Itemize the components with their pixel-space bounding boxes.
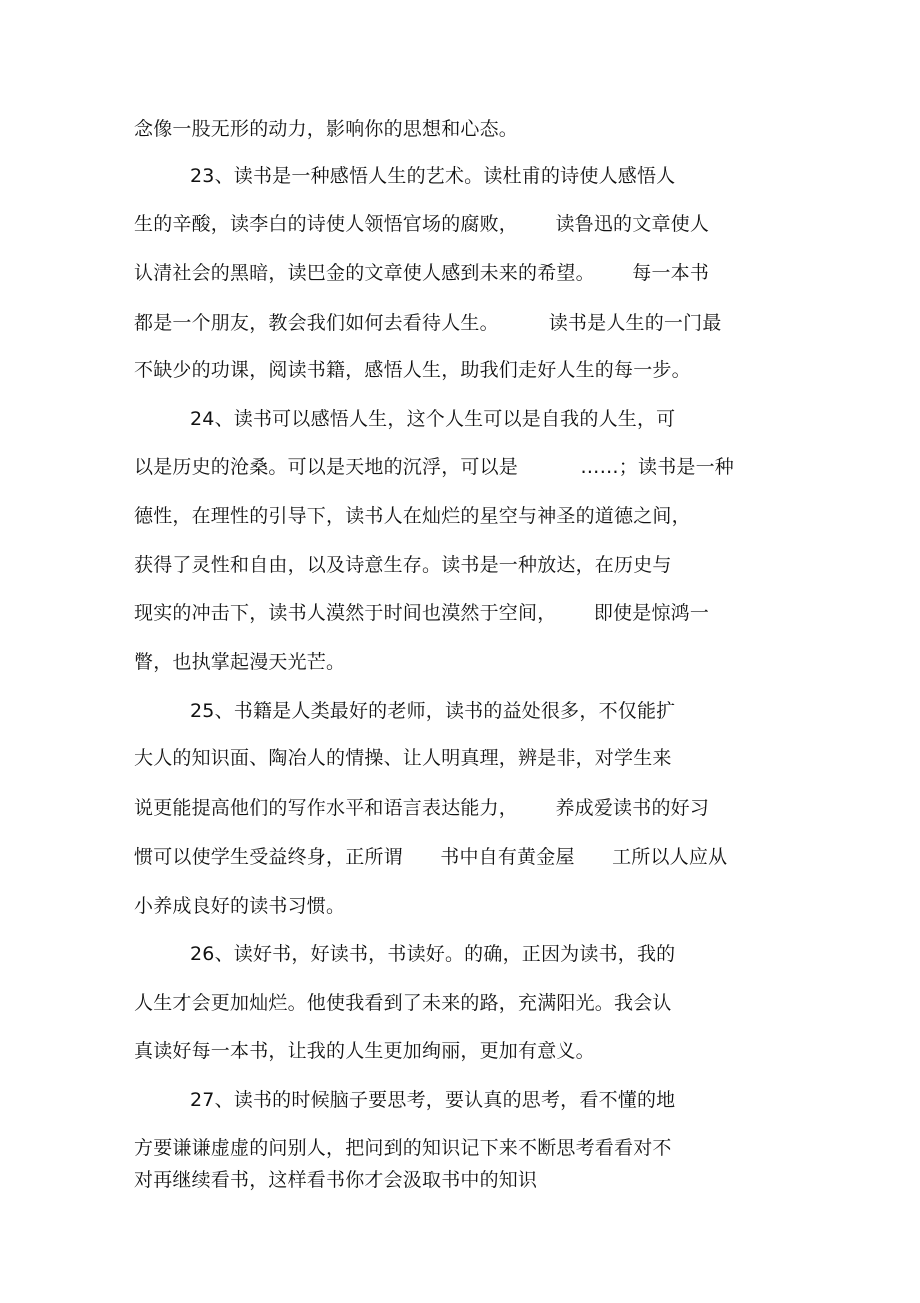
text-line: 瞥，也执掌起漫天光芒。 [134,651,346,673]
text-line: 不缺少的功课，阅读书籍，感悟人生，助我们走好人生的每一步。 [134,359,691,381]
paragraph-23-start: 23、读书是一种感悟人生的艺术。读杜甫的诗使人感悟人 [190,165,676,187]
text-line: 念像一股无形的动力，影响你的思想和心态。 [134,118,519,140]
text-line: 说更能提高他们的写作水平和语言表达能力， 养成爱读书的好习 [134,797,710,819]
paragraph-27-start: 27、读书的时候脑子要思考，要认真的思考，看不懂的地 [190,1089,676,1111]
text-line: 大人的知识面、陶冶人的情操、让人明真理，辨是非，对学生来 [134,747,672,769]
text-line: 真读好每一本书，让我的人生更加绚丽，更加有意义。 [134,1040,595,1062]
text-line: 德性，在理性的引导下，读书人在灿烂的星空与神圣的道德之间， [134,505,691,527]
text-line: 现实的冲击下，读书人漠然于时间也漠然于空间， 即使是惊鸿一 [134,602,710,624]
text-line: 生的辛酸，读李白的诗使人领悟官场的腐败， 读鲁迅的文章使人 [134,213,710,235]
text-line: 认清社会的黑暗，读巴金的文章使人感到未来的希望。 每一本书 [134,262,710,284]
text-line: 对再继续看书，这样看书你才会汲取书中的知识 [134,1169,538,1191]
paragraph-24-start: 24、读书可以感悟人生，这个人生可以是自我的人生，可 [190,408,676,430]
paragraph-25-start: 25、书籍是人类最好的老师，读书的益处很多，不仅能扩 [190,700,676,722]
text-line: 获得了灵性和自由，以及诗意生存。读书是一种放达，在历史与 [134,554,672,576]
paragraph-26-start: 26、读好书，好读书，书读好。的确，正因为读书，我的 [190,943,676,965]
text-line: 方要谦谦虚虚的问别人，把问到的知识记下来不断思考看看对不 [134,1137,672,1159]
text-line: 人生才会更加灿烂。他使我看到了未来的路，充满阳光。我会认 [134,992,672,1014]
text-line: 小养成良好的读书习惯。 [134,895,346,917]
text-line: 都是一个朋友，教会我们如何去看待人生。 读书是人生的一门最 [134,312,722,334]
text-line: 以是历史的沧桑。可以是天地的沉浮，可以是 ……；读书是一种 [134,456,734,478]
text-line: 惯可以使学生受益终身，正所谓 书中自有黄金屋 工所以人应从 [134,846,728,868]
